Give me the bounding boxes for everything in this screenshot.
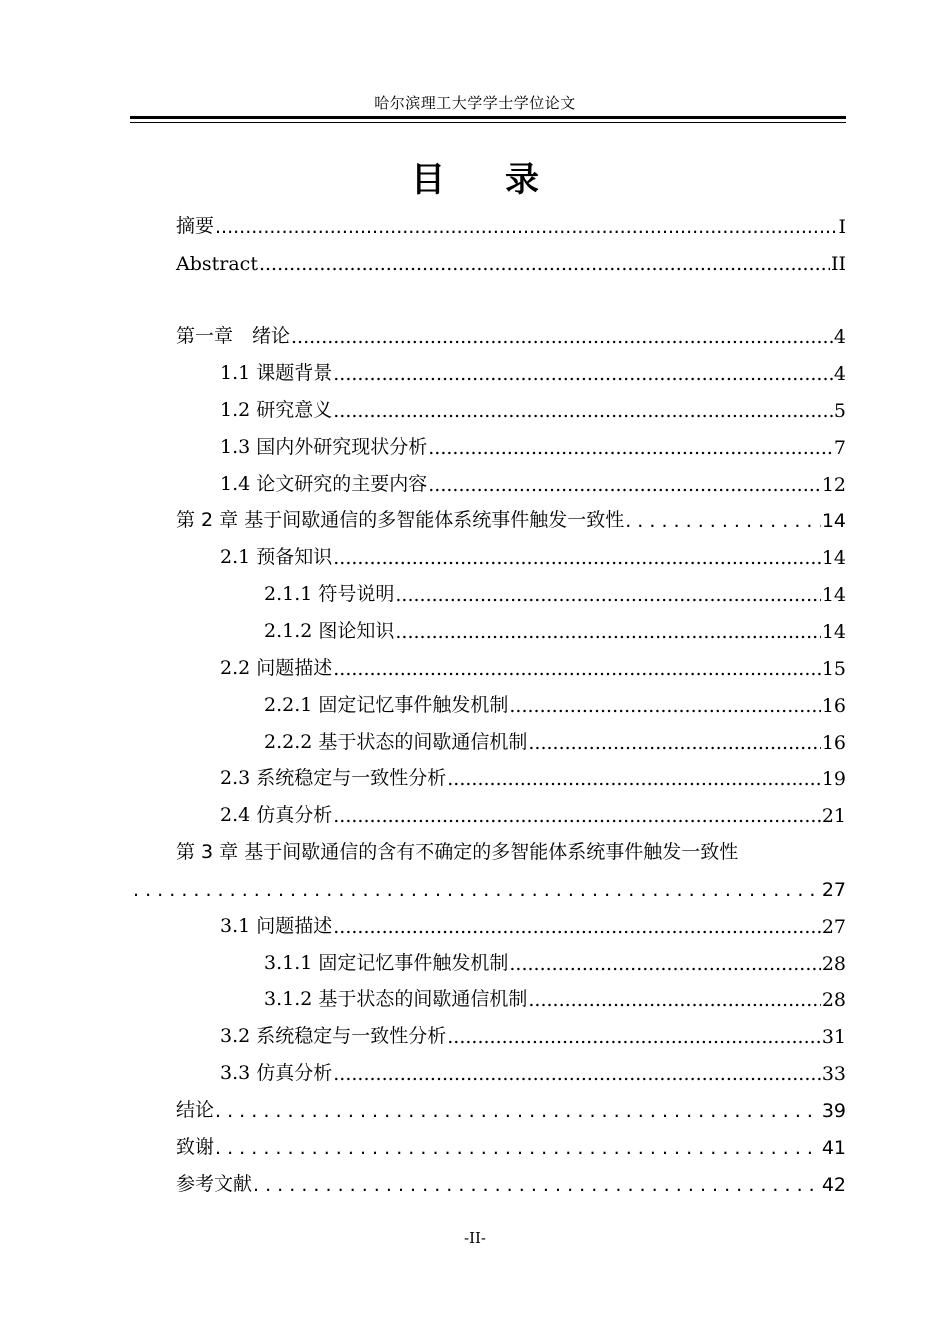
toc-leader	[509, 953, 820, 975]
toc-leader	[291, 326, 833, 348]
toc-leader	[333, 805, 821, 827]
toc-entry-page: 41	[821, 1137, 846, 1159]
toc-entry-label: 3.2 系统稳定与一致性分析	[220, 1025, 447, 1047]
toc-leader	[428, 437, 833, 459]
toc-entry-label: 2.1.1 符号说明	[264, 583, 395, 605]
toc-entry-label: 摘要	[176, 215, 215, 237]
toc-entry-label: 3.1 问题描述	[220, 915, 333, 937]
toc-entry-page: 31	[821, 1026, 846, 1048]
toc-leader	[395, 621, 820, 643]
toc-entry-label: 3.1.1 固定记忆事件触发机制	[264, 952, 509, 974]
toc-leader	[333, 547, 821, 569]
toc-entry-label: 2.2.1 固定记忆事件触发机制	[264, 694, 509, 716]
toc-entry-page: 42	[821, 1174, 846, 1196]
toc-entry-1-1[interactable]	[220, 355, 846, 385]
toc-entry-label: 2.4 仿真分析	[220, 804, 333, 826]
running-header: 哈尔滨理工大学学士学位论文	[374, 94, 576, 112]
toc-entry-label: 第 2 章 基于间歇通信的多智能体系统事件触发一致性	[176, 509, 625, 531]
toc-entry-abstract-cn[interactable]	[176, 208, 846, 238]
toc-leader	[625, 510, 821, 532]
toc-entry-page: 14	[821, 584, 846, 606]
toc-entry-page: 28	[821, 989, 846, 1011]
toc-leader	[333, 916, 821, 938]
toc-entry-3-1-1[interactable]	[264, 945, 846, 975]
toc-leader	[259, 253, 830, 275]
toc-entry-page: 16	[821, 695, 846, 717]
toc-entry-chapter-1[interactable]	[176, 318, 846, 348]
toc-entry-references[interactable]	[176, 1166, 846, 1196]
toc-entry-page: 4	[833, 326, 846, 348]
toc-entry-2-4[interactable]	[220, 797, 846, 827]
page-number-footer: -II-	[464, 1229, 486, 1247]
toc-entry-1-4[interactable]	[220, 466, 846, 496]
toc-leader	[253, 1174, 821, 1196]
toc-leader	[333, 363, 833, 385]
toc-leader	[447, 1026, 821, 1048]
toc-entry-2-1-1[interactable]	[264, 576, 846, 606]
toc-entry-label: 1.4 论文研究的主要内容	[220, 473, 428, 495]
toc-entry-label: 1.1 课题背景	[220, 362, 333, 384]
toc-entry-label: 3.3 仿真分析	[220, 1062, 333, 1084]
toc-leader	[428, 474, 821, 496]
toc-entry-label: 1.2 研究意义	[220, 399, 333, 421]
toc-leader	[333, 400, 833, 422]
toc-entry-label: 2.3 系统稳定与一致性分析	[220, 767, 447, 789]
toc-leader	[333, 1063, 821, 1085]
toc-leader	[333, 658, 821, 680]
toc-entry-page: 19	[821, 768, 846, 790]
toc-entry-page: 5	[833, 400, 846, 422]
toc-title-char-1: 目	[411, 160, 445, 200]
toc-entry-label: 结论	[176, 1099, 215, 1121]
toc-entry-page: I	[838, 216, 846, 238]
toc-entry-label: 1.3 国内外研究现状分析	[220, 436, 428, 458]
toc-entry-label: 第一章 绪论	[176, 325, 291, 347]
toc-entry-chapter-3-title[interactable]	[176, 834, 846, 864]
toc-entry-3-1[interactable]	[220, 908, 846, 938]
toc-entry-page: 14	[821, 621, 846, 643]
toc-entry-label: 2.1 预备知识	[220, 546, 333, 568]
toc-entry-page: 21	[821, 805, 846, 827]
toc-leader	[215, 1137, 821, 1159]
toc-entry-page: 27	[821, 879, 846, 901]
toc-entry-label: Abstract	[176, 253, 258, 275]
toc-entry-label: 第 3 章 基于间歇通信的含有不确定的多智能体系统事件触发一致性	[176, 841, 739, 863]
toc-entry-page: 7	[833, 437, 846, 459]
toc-leader	[447, 768, 821, 790]
toc-entry-page: 4	[833, 363, 846, 385]
toc-entry-2-2-2[interactable]	[264, 724, 846, 754]
toc-entry-label: 2.1.2 图论知识	[264, 620, 395, 642]
toc-entry-3-2[interactable]	[220, 1018, 846, 1048]
toc-entry-page: II	[830, 253, 846, 275]
toc-entry-page: 28	[821, 953, 846, 975]
toc-entry-label: 3.1.2 基于状态的间歇通信机制	[264, 988, 528, 1010]
toc-leader	[528, 732, 820, 754]
toc-entry-2-2-1[interactable]	[264, 687, 846, 717]
toc-entry-page: 33	[821, 1063, 846, 1085]
toc-entry-label: 参考文献	[176, 1173, 253, 1195]
toc-entry-chapter-2[interactable]	[176, 502, 846, 532]
toc-entry-acknowledgements[interactable]	[176, 1129, 846, 1159]
toc-entry-3-3[interactable]	[220, 1055, 846, 1085]
toc-entry-page: 15	[821, 658, 846, 680]
toc-entry-page: 27	[821, 916, 846, 938]
toc-leader	[528, 989, 820, 1011]
toc-leader	[509, 695, 820, 717]
toc-entry-1-3[interactable]	[220, 429, 846, 459]
toc-entry-2-3[interactable]	[220, 760, 846, 790]
toc-leader	[215, 1100, 821, 1122]
toc-entry-2-2[interactable]	[220, 650, 846, 680]
toc-leader	[395, 584, 820, 606]
toc-entry-chapter-3-leader[interactable]	[132, 871, 846, 901]
toc-entry-conclusion[interactable]	[176, 1092, 846, 1122]
toc-entry-page: 12	[821, 474, 846, 496]
toc-entry-2-1-2[interactable]	[264, 613, 846, 643]
toc-entry-label: 致谢	[176, 1136, 215, 1158]
toc-entry-page: 39	[821, 1100, 846, 1122]
toc-entry-2-1[interactable]	[220, 539, 846, 569]
toc-entry-page: 14	[821, 510, 846, 532]
toc-entry-label: 2.2 问题描述	[220, 657, 333, 679]
toc-entry-3-1-2[interactable]	[264, 981, 846, 1011]
toc-entry-label: 2.2.2 基于状态的间歇通信机制	[264, 731, 528, 753]
toc-entry-abstract-en[interactable]	[176, 245, 846, 275]
toc-leader	[215, 216, 837, 238]
toc-leader	[133, 879, 821, 901]
toc-entry-1-2[interactable]	[220, 392, 846, 422]
toc-entry-page: 14	[821, 547, 846, 569]
toc-entry-page: 16	[821, 732, 846, 754]
toc-title-char-2: 录	[505, 160, 539, 200]
